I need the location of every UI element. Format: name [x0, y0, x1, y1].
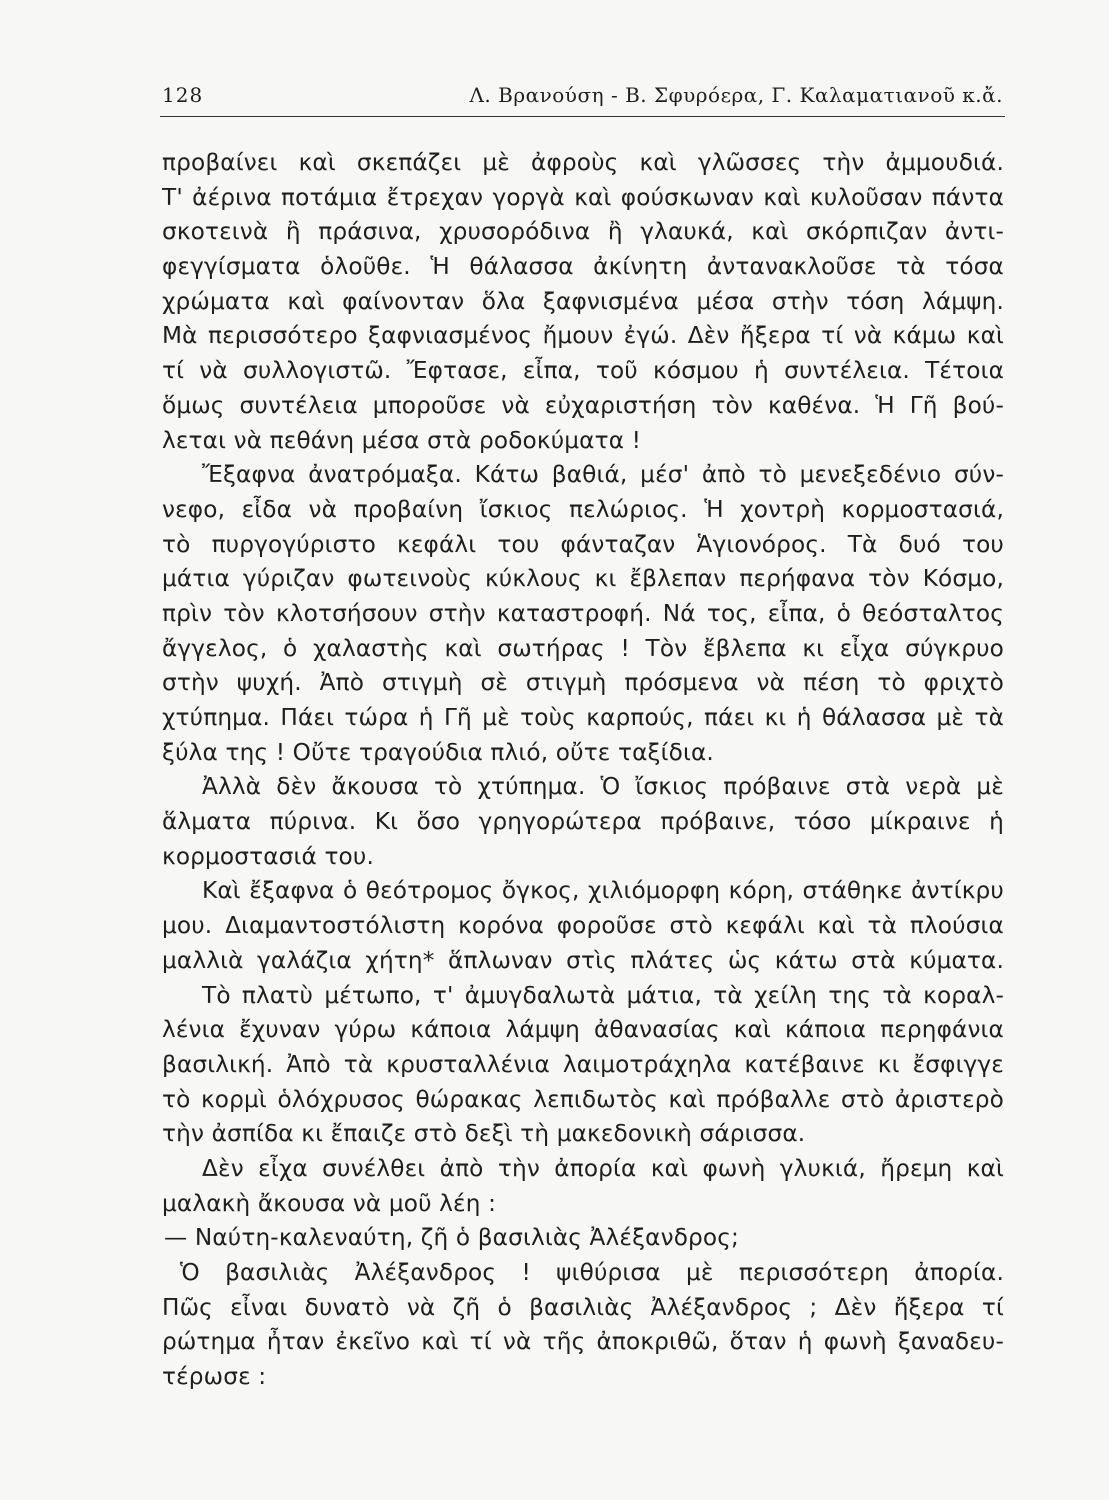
text-line: Καὶ ἔξαφνα ὁ θεότρομος ὄγκος, χιλιόμορφη κόρη, στάθηκε ἀντίκρυ	[202, 877, 1004, 905]
text-line: Ἔξαφνα ἀνατρόμαξα. Κάτω βαθιά, μέσ' ἀπὸ τὸ μενεξεδένιο σύν-	[202, 461, 1004, 489]
text-line: Τὸ πλατὺ μέτωπο, τ' ἀμυγδαλωτὰ μάτια, τὰ χείλη της τὰ κοραλ-	[202, 981, 1004, 1009]
text-line: στὴν ψυχή. Ἀπὸ στιγμὴ σὲ στιγμὴ πρόσμενα νὰ πέση τὸ φριχτὸ	[162, 669, 1004, 697]
text-line: χτύπημα. Πάει τώρα ἡ Γῆ μὲ τοὺς καρπούς, πάει κι ἡ θάλασσα μὲ τὰ	[162, 704, 1004, 731]
text-line: τί νὰ συλλογιστῶ. Ἔφτασε, εἶπα, τοῦ κόσμου ἡ συντέλεια. Τέτοια	[162, 357, 1004, 385]
text-line: νεφο, εἶδα νὰ προβαίνη ἴσκιος πελώριος. Ἡ χοντρὴ κορμοστασιά,	[162, 495, 1004, 523]
text-line: τέρωσε :	[162, 1363, 267, 1391]
text-line: τὸ πυργογύριστο κεφάλι του φάνταζαν Ἁγιονόρος. Τὰ δυό του	[162, 530, 1004, 558]
text-line: πρὶν τὸν κλοτσήσουν στὴν καταστροφή. Νά τος, εἶπα, ὁ θεόσταλτος	[162, 599, 1004, 627]
page-number: 128	[162, 83, 204, 107]
text-line: τὴν ἀσπίδα κι ἔπαιζε στὸ δεξὶ τὴ μακεδονικὴ σάρισσα.	[162, 1120, 806, 1148]
text-line: προβαίνει καὶ σκεπάζει μὲ ἀφροὺς καὶ γλῶσσες τὴν ἀμμουδιά.	[162, 149, 1004, 176]
text-line: λένια ἔχυναν γύρω κάποια λάμψη ἀθανασίας καὶ κάποια περηφάνια	[162, 1016, 1004, 1044]
text-line: μάτια γύριζαν φωτεινοὺς κύκλους κι ἔβλεπαν περήφανα τὸν Κόσμο,	[162, 565, 1004, 593]
text-line: Δὲν εἶχα συνέλθει ἀπὸ τὴν ἀπορία καὶ φωνὴ γλυκιά, ἤρεμη καὶ	[202, 1154, 1004, 1182]
text-line: μαλλιὰ γαλάζια χήτη* ἅπλωναν στὶς πλάτες ὡς κάτω στὰ κύματα.	[162, 946, 1004, 974]
page-header	[160, 80, 1005, 117]
text-line: κορμοστασιά του.	[162, 842, 374, 870]
text-line: ἅλματα πύρινα. Κι ὅσο γρηγορώτερα πρόβαινε, τόσο μίκραινε ἡ	[162, 808, 1004, 836]
text-line: Πῶς εἶναι δυνατὸ νὰ ζῆ ὁ βασιλιὰς Ἀλέξανδρος ; Δὲν ἤξερα τί	[162, 1293, 1004, 1321]
text-line: Τ' ἀέρινα ποτάμια ἔτρεχαν γοργὰ καὶ φούσκωναν καὶ κυλοῦσαν πάντα	[162, 183, 1004, 211]
text-line: λεται νὰ πεθάνη μέσα στὰ ροδοκύματα !	[162, 426, 642, 454]
text-line: Ὁ βασιλιὰς Ἀλέξανδρος ! ψιθύρισα μὲ περισσότερη ἀπορία.	[180, 1259, 1004, 1286]
body-text	[162, 146, 1004, 1395]
text-line: μου. Διαμαντοστόλιστη κορόνα φοροῦσε στὸ κεφάλι καὶ τὰ πλούσια	[162, 912, 1004, 940]
text-line: ἄγγελος, ὁ χαλαστὴς καὶ σωτήρας ! Τὸν ἔβλεπα κι εἶχα σύγκρυο	[162, 634, 1004, 662]
text-line: σκοτεινὰ ἢ πράσινα, χρυσορόδινα ἢ γλαυκά, καὶ σκόρπιζαν ἀντι-	[162, 218, 1004, 246]
text-line: βασιλική. Ἀπὸ τὰ κρυσταλλένια λαιμοτράχηλα κατέβαινε κι ἔσφιγγε	[162, 1050, 1004, 1078]
text-line: ὅμως συντέλεια μποροῦσε νὰ εὐχαριστήση τὸν καθένα. Ἡ Γῆ βού-	[162, 391, 1004, 419]
text-line: — Ναύτη-καλεναύτη, ζῆ ὁ βασιλιὰς Ἀλέξανδρος;	[164, 1224, 739, 1252]
running-head: Λ. Βρανούση - Β. Σφυρόερα, Γ. Καλαματιανοῦ κ.ἄ.	[469, 83, 1003, 107]
text-line: φεγγίσματα ὁλοῦθε. Ἡ θάλασσα ἀκίνητη ἀντανακλοῦσε τὰ τόσα	[162, 253, 1004, 281]
text-line: χρώματα καὶ φαίνονταν ὅλα ξαφνισμένα μέσα στὴν τόση λάμψη.	[162, 287, 1004, 315]
text-line: τὸ κορμὶ ὁλόχρυσος θώρακας λεπιδωτὸς καὶ πρόβαλλε στὸ ἀριστερὸ	[162, 1085, 1004, 1113]
text-line: μαλακὴ ἄκουσα νὰ μοῦ λέη :	[162, 1189, 497, 1217]
text-line: Ἀλλὰ δὲν ἄκουσα τὸ χτύπημα. Ὁ ἴσκιος πρόβαινε στὰ νερὰ μὲ	[202, 773, 1004, 801]
text-line: ξύλα της ! Οὔτε τραγούδια πλιό, οὔτε ταξίδια.	[162, 738, 714, 766]
text-line: Μὰ περισσότερο ξαφνιασμένος ἤμουν ἐγώ. Δὲν ἤξερα τί νὰ κάμω καὶ	[162, 322, 1004, 350]
text-line: ρώτημα ἦταν ἐκεῖνο καὶ τί νὰ τῆς ἀποκριθῶ, ὅταν ἡ φωνὴ ξαναδευ-	[162, 1328, 1004, 1356]
